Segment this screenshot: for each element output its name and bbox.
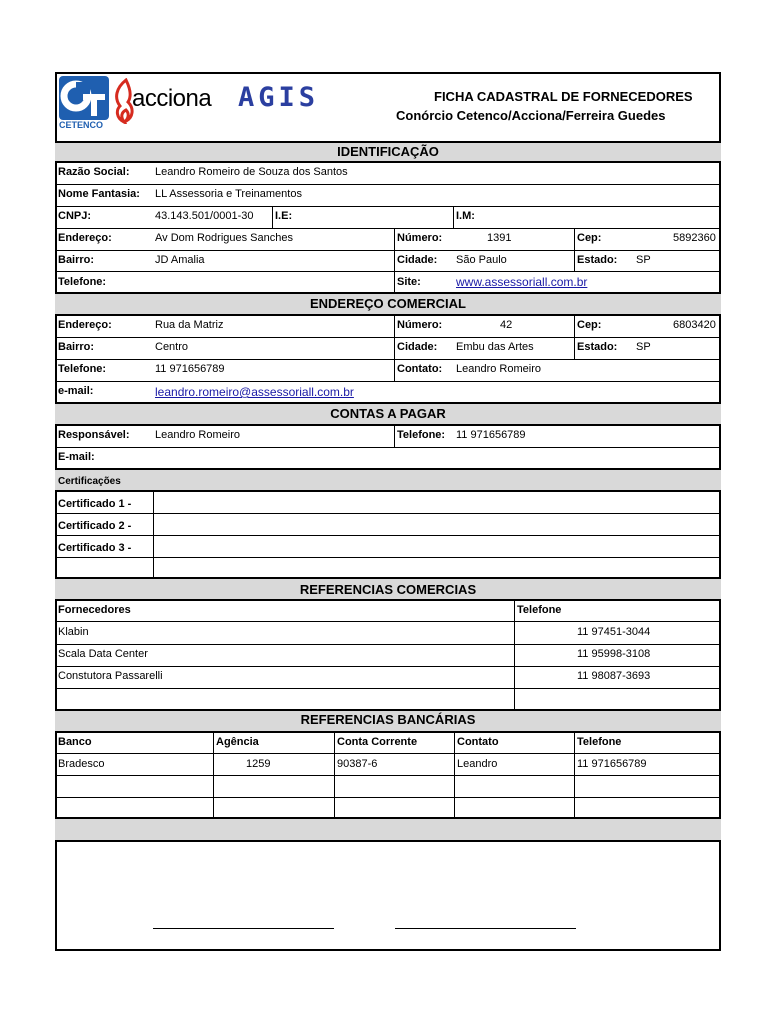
com-endereco-value[interactable]: Rua da Matriz bbox=[155, 319, 224, 331]
numero-label: Número: bbox=[397, 232, 443, 244]
com-bairro-value[interactable]: Centro bbox=[155, 341, 189, 353]
cidade-value[interactable]: São Paulo bbox=[456, 254, 507, 266]
com-email-label: e-mail: bbox=[58, 385, 94, 397]
col-banco: Banco bbox=[58, 736, 92, 748]
com-bairro-label: Bairro: bbox=[58, 341, 95, 353]
responsavel-label: Responsável: bbox=[58, 429, 130, 441]
section-ref-comerciais: REFERENCIAS COMERCIAS bbox=[55, 579, 721, 599]
estado-label: Estado: bbox=[577, 254, 618, 266]
ref-com-row-2-nome[interactable]: Scala Data Center bbox=[58, 648, 148, 660]
com-numero-label: Número: bbox=[397, 319, 443, 331]
razao-social-label: Razão Social: bbox=[58, 166, 130, 178]
im-label: I.M: bbox=[456, 210, 475, 222]
contas-email-label: E-mail: bbox=[58, 451, 95, 463]
nome-fantasia-value[interactable]: LL Assessoria e Treinamentos bbox=[155, 188, 302, 200]
bank-row-conta[interactable]: 90387-6 bbox=[337, 758, 378, 770]
cep-value[interactable]: 5892360 bbox=[673, 232, 716, 244]
section-identificacao: IDENTIFICAÇÃO bbox=[55, 143, 721, 161]
cetenco-logo-text: CETENCO bbox=[59, 120, 104, 130]
responsavel-value[interactable]: Leandro Romeiro bbox=[155, 429, 240, 441]
nome-fantasia-label: Nome Fantasia: bbox=[58, 188, 140, 200]
cnpj-label: CNPJ: bbox=[58, 210, 92, 222]
telefone-label: Telefone: bbox=[58, 276, 107, 288]
com-cep-label: Cep: bbox=[577, 319, 602, 331]
signature-box bbox=[55, 840, 721, 951]
certificacoes-heading: Certificações bbox=[58, 476, 121, 487]
com-contato-label: Contato: bbox=[397, 363, 443, 375]
cetenco-logo-icon bbox=[59, 76, 109, 120]
signature-line-right[interactable] bbox=[395, 928, 576, 929]
certificacoes-band bbox=[55, 470, 721, 490]
contas-telefone-value[interactable]: 11 971656789 bbox=[456, 429, 526, 441]
agis-logo: AGIS bbox=[238, 82, 320, 113]
cep-label: Cep: bbox=[577, 232, 602, 244]
cidade-label: Cidade: bbox=[397, 254, 438, 266]
certificado-1-label: Certificado 1 - bbox=[58, 498, 132, 510]
bank-row-agencia[interactable]: 1259 bbox=[246, 758, 271, 770]
com-estado-value[interactable]: SP bbox=[636, 341, 651, 353]
endereco-label: Endereço: bbox=[58, 232, 112, 244]
certificado-3-label: Certificado 3 - bbox=[58, 542, 132, 554]
col-bank-telefone: Telefone bbox=[577, 736, 622, 748]
cnpj-value[interactable]: 43.143.501/0001-30 bbox=[155, 210, 254, 222]
signature-line-left[interactable] bbox=[153, 928, 334, 929]
ref-com-row-3-telefone[interactable]: 11 98087-3693 bbox=[577, 670, 651, 682]
section-endereco-comercial: ENDEREÇO COMERCIAL bbox=[55, 294, 721, 314]
estado-value[interactable]: SP bbox=[636, 254, 651, 266]
certificado-2-label: Certificado 2 - bbox=[58, 520, 132, 532]
endereco-value[interactable]: Av Dom Rodrigues Sanches bbox=[155, 232, 293, 244]
bank-row-telefone[interactable]: 11 971656789 bbox=[577, 758, 647, 770]
com-numero-value[interactable]: 42 bbox=[500, 319, 513, 331]
col-agencia: Agência bbox=[216, 736, 259, 748]
site-link[interactable]: www.assessoriall.com.br bbox=[456, 275, 588, 289]
acciona-logo-text: acciona bbox=[132, 85, 212, 112]
site-label: Site: bbox=[397, 276, 421, 288]
com-telefone-value[interactable]: 11 971656789 bbox=[155, 363, 225, 375]
com-cep-value[interactable]: 6803420 bbox=[673, 319, 716, 331]
ref-com-row-1-nome[interactable]: Klabin bbox=[58, 626, 89, 638]
section-ref-bancarias: REFERENCIAS BANCÁRIAS bbox=[55, 711, 721, 731]
section-contas-a-pagar: CONTAS A PAGAR bbox=[55, 404, 721, 424]
col-telefone: Telefone bbox=[517, 604, 562, 616]
ref-com-row-1-telefone[interactable]: 11 97451-3044 bbox=[577, 626, 651, 638]
bairro-value[interactable]: JD Amalia bbox=[155, 254, 205, 266]
cetenco-logo bbox=[59, 76, 109, 130]
bank-row-banco[interactable]: Bradesco bbox=[58, 758, 105, 770]
com-cidade-label: Cidade: bbox=[397, 341, 438, 353]
razao-social-value[interactable]: Leandro Romeiro de Souza dos Santos bbox=[155, 166, 348, 178]
com-cidade-value[interactable]: Embu das Artes bbox=[456, 341, 534, 353]
ref-com-row-2-telefone[interactable]: 11 95998-3108 bbox=[577, 648, 651, 660]
contas-telefone-label: Telefone: bbox=[397, 429, 446, 441]
form-subtitle: Conórcio Cetenco/Acciona/Ferreira Guedes bbox=[396, 108, 666, 123]
com-contato-value[interactable]: Leandro Romeiro bbox=[456, 363, 541, 375]
numero-value[interactable]: 1391 bbox=[487, 232, 512, 244]
spacer-band bbox=[55, 819, 721, 840]
col-contato: Contato bbox=[457, 736, 499, 748]
bairro-label: Bairro: bbox=[58, 254, 95, 266]
com-email-link[interactable]: leandro.romeiro@assessoriall.com.br bbox=[155, 385, 354, 399]
com-endereco-label: Endereço: bbox=[58, 319, 112, 331]
com-estado-label: Estado: bbox=[577, 341, 618, 353]
com-telefone-label: Telefone: bbox=[58, 363, 107, 375]
acciona-logo bbox=[112, 76, 234, 128]
ref-com-row-3-nome[interactable]: Constutora Passarelli bbox=[58, 670, 163, 682]
col-fornecedores: Fornecedores bbox=[58, 604, 131, 616]
form-title: FICHA CADASTRAL DE FORNECEDORES bbox=[434, 89, 693, 104]
col-conta-corrente: Conta Corrente bbox=[337, 736, 418, 748]
bank-row-contato[interactable]: Leandro bbox=[457, 758, 498, 770]
ie-label: I.E: bbox=[275, 210, 293, 222]
